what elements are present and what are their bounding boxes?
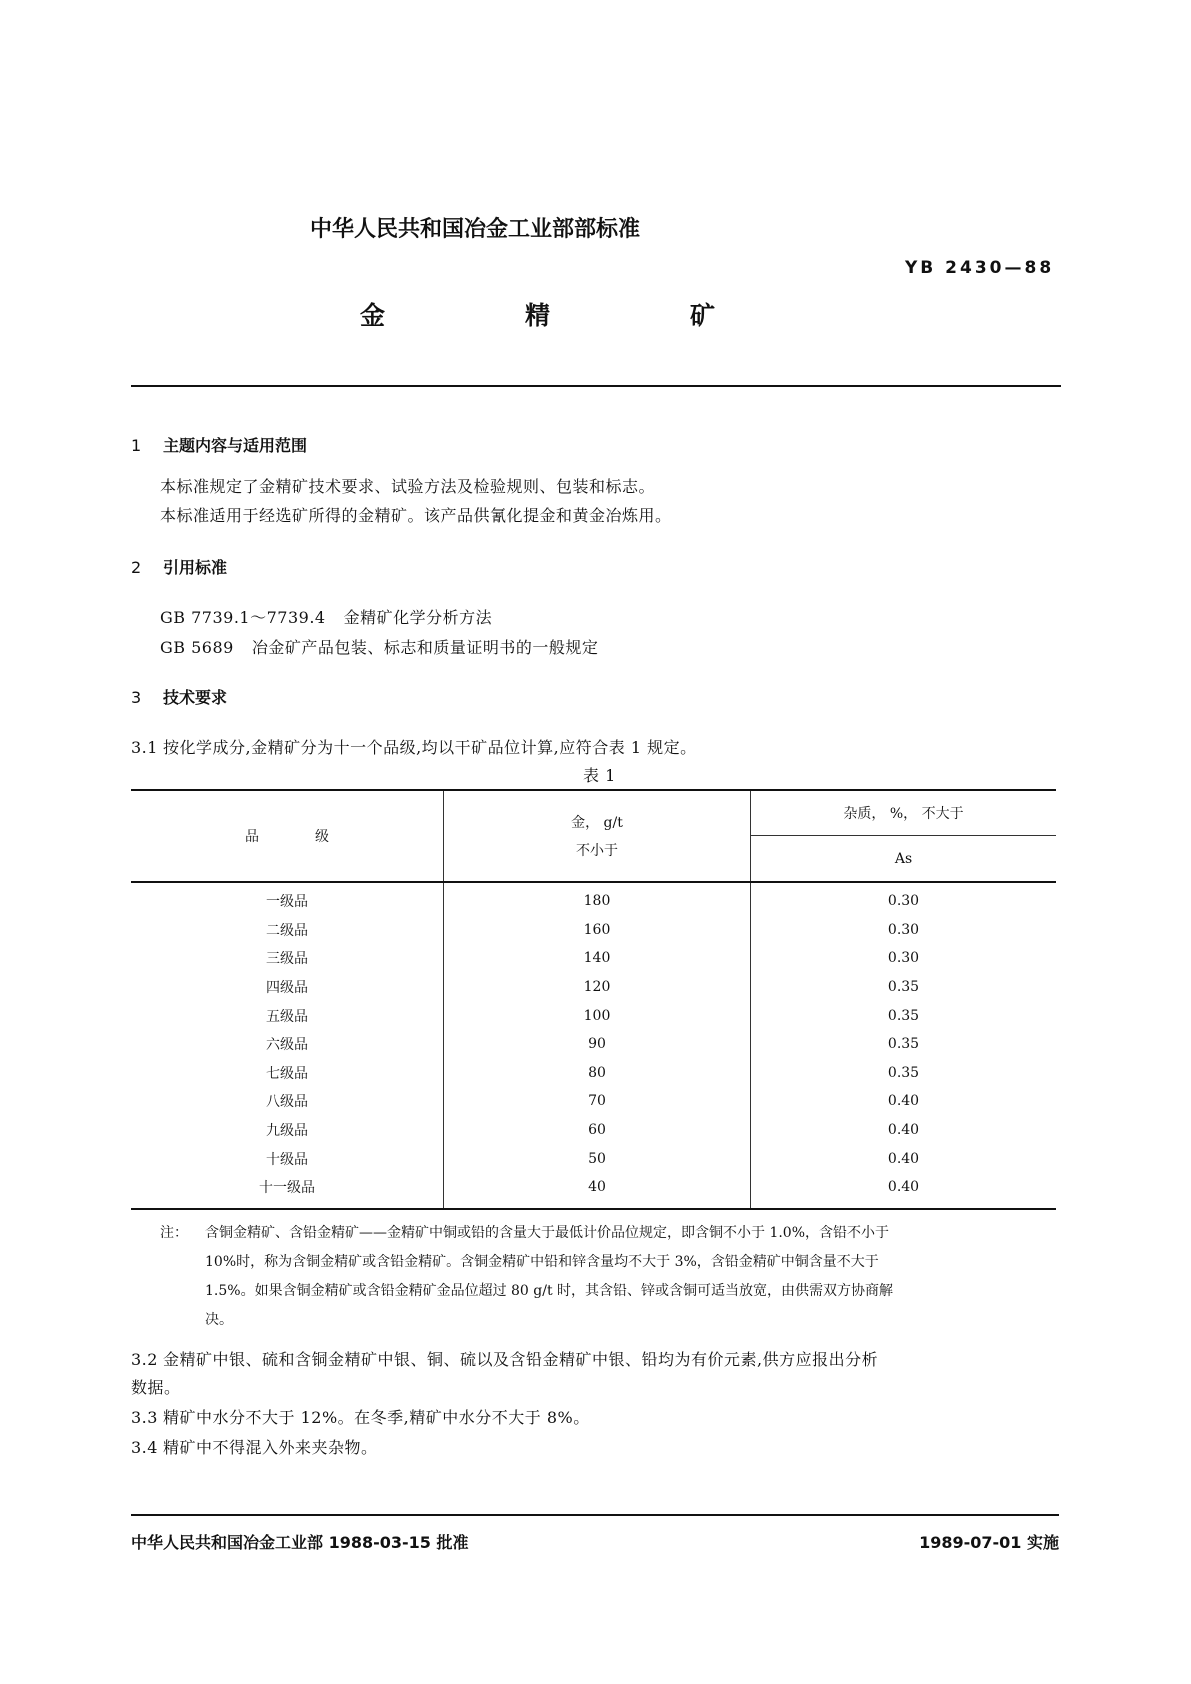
clause-3-3	[131, 1405, 590, 1428]
clause-text: 按化学成分,金精矿分为十一个品级,均以干矿品位计算,应符合表 1 规定。	[163, 738, 697, 757]
reference-title: 冶金矿产品包装、标志和质量证明书的一般规定	[251, 638, 599, 657]
grade-cell: 二级品	[266, 922, 308, 939]
title-char: 金	[360, 301, 386, 330]
table-caption: 表 1	[583, 766, 616, 785]
gold-cell: 180	[444, 882, 751, 916]
gold-cell: 90	[444, 1030, 751, 1059]
table-row	[131, 1001, 1056, 1030]
note-line: 1.5%。如果含铜金精矿或含铅金精矿金品位超过 80 g/t 时，其含铅、锌或含铜可适当放宽，由供需双方协商解	[205, 1283, 894, 1299]
table-row	[131, 1116, 1056, 1145]
arsenic-cell: 0.40	[751, 1087, 1057, 1116]
arsenic-cell: 0.35	[751, 1059, 1057, 1088]
arsenic-cell: 0.30	[751, 944, 1057, 973]
header-arsenic: As	[751, 836, 1057, 883]
grade-cell: 八级品	[266, 1094, 308, 1111]
issuing-organization: 中华人民共和国冶金工业部部标准	[310, 217, 641, 242]
section-1-heading	[131, 433, 307, 456]
section-2-heading	[131, 555, 227, 578]
table-row	[131, 916, 1056, 945]
table-row	[131, 1087, 1056, 1116]
table-note	[160, 1219, 1065, 1335]
table-row	[131, 1173, 1056, 1209]
grade-cell: 九级品	[266, 1123, 308, 1140]
note-line: 决。	[205, 1312, 233, 1328]
note-text: 含铜金精矿、含铅金精矿——金精矿中铜或铅的含量大于最低计价品位规定，即含铜不小于 1.0%，含铅不小于	[205, 1225, 890, 1241]
section-number: 2	[131, 558, 142, 577]
arsenic-cell: 0.30	[751, 882, 1057, 916]
reference-item	[160, 605, 492, 628]
clause-number: 3.3	[131, 1408, 158, 1427]
gold-cell: 60	[444, 1116, 751, 1145]
table-row	[131, 1030, 1056, 1059]
gold-cell: 70	[444, 1087, 751, 1116]
grade-cell: 七级品	[266, 1065, 308, 1082]
section-3-heading	[131, 685, 227, 708]
header-grade-char: 级	[315, 829, 329, 845]
gold-cell: 50	[444, 1144, 751, 1173]
table-row	[131, 1144, 1056, 1173]
approval-statement: 中华人民共和国冶金工业部 1988-03-15 批准	[131, 1533, 469, 1552]
reference-code: GB 7739.1～7739.4	[160, 608, 326, 627]
clause-text: 精矿中不得混入外来夹杂物。	[163, 1438, 378, 1457]
arsenic-cell: 0.30	[751, 916, 1057, 945]
section-number: 1	[131, 436, 142, 455]
arsenic-cell: 0.40	[751, 1116, 1057, 1145]
clause-number: 3.2	[131, 1350, 158, 1369]
clause-number: 3.4	[131, 1438, 158, 1457]
section-number: 3	[131, 688, 142, 707]
arsenic-cell: 0.40	[751, 1144, 1057, 1173]
arsenic-cell: 0.35	[751, 1001, 1057, 1030]
arsenic-cell: 0.40	[751, 1173, 1057, 1209]
header-gold-unit: 金， g/t	[571, 815, 623, 831]
gold-cell: 140	[444, 944, 751, 973]
note-line	[160, 1219, 1065, 1248]
footer-rule	[131, 1514, 1059, 1516]
clause-3-2	[131, 1347, 878, 1370]
grade-cell: 十级品	[266, 1151, 308, 1168]
section-title: 技术要求	[163, 688, 228, 707]
header-grade	[131, 790, 444, 882]
grade-cell: 十一级品	[259, 1180, 315, 1197]
header-gold	[444, 790, 751, 882]
grade-cell: 三级品	[266, 951, 308, 968]
header-impurity: 杂质， %， 不大于	[751, 790, 1057, 836]
gold-cell: 40	[444, 1173, 751, 1209]
arsenic-cell: 0.35	[751, 1030, 1057, 1059]
standard-code: YB 2430—88	[905, 258, 1055, 278]
grade-table	[131, 789, 1056, 1210]
reference-title: 金精矿化学分析方法	[343, 608, 493, 627]
table-row	[131, 944, 1056, 973]
clause-text: 金精矿中银、硫和含铜金精矿中银、铜、硫以及含铅金精矿中银、铅均为有价元素,供方应报出分析	[163, 1350, 879, 1369]
gold-cell: 100	[444, 1001, 751, 1030]
table-row	[131, 973, 1056, 1002]
title-char: 矿	[690, 301, 716, 330]
clause-3-4	[131, 1435, 378, 1458]
grade-cell: 一级品	[266, 894, 308, 911]
note-line: 10%时，称为含铜金精矿或含铅金精矿。含铜金精矿中铅和锌含量均不大于 3%，含铅金精矿中铜含量不大于	[205, 1254, 879, 1270]
gold-cell: 120	[444, 973, 751, 1002]
clause-number: 3.1	[131, 738, 158, 757]
table-row	[131, 1059, 1056, 1088]
gold-cell: 80	[444, 1059, 751, 1088]
header-grade-char: 品	[245, 829, 259, 845]
section-1-paragraph: 本标准适用于经选矿所得的金精矿。该产品供氰化提金和黄金冶炼用。	[160, 506, 672, 525]
clause-3-2-continuation: 数据。	[131, 1378, 181, 1397]
section-1-paragraph: 本标准规定了金精矿技术要求、试验方法及检验规则、包装和标志。	[160, 477, 656, 496]
grade-cell: 六级品	[266, 1037, 308, 1054]
table-row	[131, 882, 1056, 916]
clause-text: 精矿中水分不大于 12%。在冬季,精矿中水分不大于 8%。	[163, 1408, 590, 1427]
gold-cell: 160	[444, 916, 751, 945]
grade-cell: 四级品	[266, 980, 308, 997]
header-rule	[131, 385, 1061, 387]
arsenic-cell: 0.35	[751, 973, 1057, 1002]
section-title: 引用标准	[163, 558, 228, 577]
section-title: 主题内容与适用范围	[163, 436, 308, 455]
note-label: 注：	[160, 1225, 188, 1241]
header-gold-qualifier: 不小于	[576, 843, 618, 859]
clause-3-1	[131, 735, 697, 758]
document-title	[360, 296, 770, 332]
reference-item	[160, 635, 598, 658]
grade-cell: 五级品	[266, 1008, 308, 1025]
effective-date: 1989-07-01 实施	[919, 1533, 1059, 1552]
title-char: 精	[525, 301, 551, 330]
reference-code: GB 5689	[160, 638, 234, 657]
